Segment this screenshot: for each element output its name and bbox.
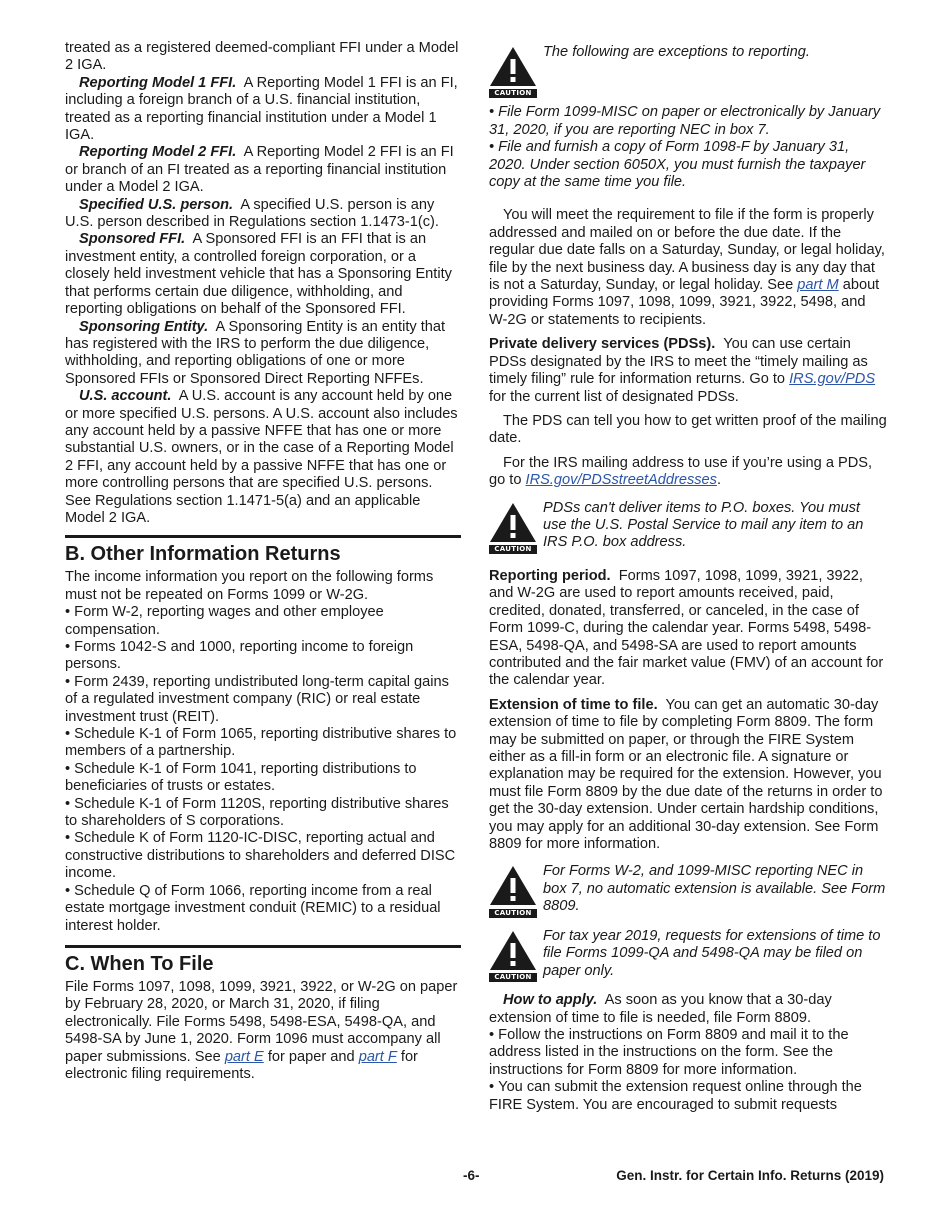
filing-requirement-paragraph xyxy=(489,207,887,329)
section-b-heading: B. Other Information Returns xyxy=(65,543,341,566)
list-item: • File Form 1099-MISC on paper or electronically by January 31, 2020, if you are reporting NEC in box 7. xyxy=(489,104,887,139)
part-m-link[interactable]: part M xyxy=(797,277,839,294)
caution-box xyxy=(489,863,887,917)
section-c-text-part: for paper and xyxy=(267,1048,355,1065)
list-item: • You can submit the extension request online through the FIRE System. You are encouraged to submit requests xyxy=(489,1079,887,1114)
list-item: • Schedule K-1 of Form 1065, reporting distributive shares to members of a partnership. xyxy=(65,726,461,761)
caution-label: CAUTION xyxy=(489,89,537,98)
reporting-period-paragraph xyxy=(489,568,887,690)
caution-icon xyxy=(489,865,537,917)
list-item: • Schedule K-1 of Form 1120S, reporting distributive shares to shareholders of S corporations. xyxy=(65,796,461,831)
section-c-text-part: for electronic filing requirements. xyxy=(65,1048,418,1082)
definition-text: A Reporting Model 1 FFI is an FI, including a foreign branch of a U.S. financial institution, treated as a reporting financial institution under a Model 1 IGA. xyxy=(65,74,458,144)
warning-triangle-icon xyxy=(489,865,537,905)
section-divider xyxy=(65,535,461,538)
paragraph-text: Forms 1097, 1098, 1099, 3921, 3922, and W-2G are used to report amounts received, paid, credited, donated, transferred, or canceled, in the case of Form 1099-C, during the calendar year. Forms 5498, 5498-ESA, 5498-QA, and 5498-SA are used to report amounts contributed and the fair market value (FMV) of an account for the calendar year. xyxy=(489,567,884,689)
caution-box xyxy=(489,44,887,98)
paragraph-text: for the current list of designated PDSs. xyxy=(489,388,739,405)
definition-term: Specified U.S. person. xyxy=(79,196,234,213)
list-item: • Schedule K-1 of Form 1041, reporting distributions to beneficiaries of trusts or estates. xyxy=(65,761,461,796)
warning-triangle-icon xyxy=(489,930,537,970)
intro-paragraph: treated as a registered deemed-compliant FFI under a Model 2 IGA. xyxy=(65,40,459,74)
definition-specified-us-person xyxy=(65,197,461,232)
how-to-apply-paragraph xyxy=(489,992,887,1027)
pds-term: Private delivery services (PDSs). xyxy=(489,336,716,353)
section-c-text xyxy=(65,979,461,1083)
section-c-text-part: File Forms 1097, 1098, 1099, 3921, 3922, or W-2G on paper by February 28, 2020, or March 31, 2020, if filing electronically. File Forms 5498, 5498-ESA, 5498-QA, and 5498-SA by June 1, 2020. Form 1096 must accompany all paper submissions. See xyxy=(65,978,458,1065)
definition-term: Reporting Model 1 FFI. xyxy=(79,74,237,91)
paragraph-text: about providing Forms 1097, 1098, 1099, 3921, 3922, 5498, and W-2G or statements to recipients. xyxy=(489,277,880,328)
list-item: • File and furnish a copy of Form 1098-F by January 31, 2020. Under section 6050X, you must furnish the taxpayer copy at the same time you file. xyxy=(489,139,887,191)
caution-box xyxy=(489,500,887,554)
list-item: • Schedule K of Form 1120-IC-DISC, reporting actual and constructive distributions to shareholders and deferred DISC income. xyxy=(65,830,461,882)
paragraph-text: . xyxy=(716,472,722,489)
irs-pds-link[interactable]: IRS.gov/PDS xyxy=(789,371,876,388)
right-column xyxy=(489,40,887,1114)
paragraph-text: You can use certain PDSs designated by the IRS to meet the “timely mailing as timely filing” rule for information returns. Go to xyxy=(489,336,868,388)
caution-text: For tax year 2019, requests for extensions of time to file Forms 1099-QA and 5498-QA may be filed on paper only. xyxy=(543,927,881,979)
caution-text: PDSs can't deliver items to P.O. boxes. You must use the U.S. Postal Service to mail any item to an IRS P.O. box address. xyxy=(543,499,864,551)
extension-paragraph xyxy=(489,697,887,854)
definition-term: Sponsoring Entity. xyxy=(79,318,209,335)
definition-reporting-model-2-ffi xyxy=(65,144,461,196)
paragraph-text: You can get an automatic 30-day extension of time to file by completing Form 8809. The form may be submitted on paper, or through the FIRE System either as a fill-in form or an electronic file. A signature or explanation may be required for the extension. However, you must file Form 8809 by the due date of the returns in order to get the 30-day extension. Under certain hardship conditions, you may apply for an additional 30-day extension. See Form 8809 for more information. xyxy=(489,696,883,853)
definition-text: A Sponsoring Entity is an entity that has registered with the IRS to perform the due diligence, withholding, and reporting obligations of one or more Sponsored FFIs or Sponsored Direct Reporting NFFEs. xyxy=(65,318,446,387)
definition-term: Sponsored FFI. xyxy=(79,231,186,248)
page-number: -6- xyxy=(463,1168,480,1183)
warning-triangle-icon xyxy=(489,502,537,542)
caution-text: The following are exceptions to reporting. xyxy=(543,44,810,60)
caution-label: CAUTION xyxy=(489,545,537,554)
definition-term: U.S. account. xyxy=(79,388,172,405)
how-to-apply-term: How to apply. xyxy=(503,992,598,1009)
reporting-period-term: Reporting period. xyxy=(489,567,611,584)
definition-sponsored-ffi xyxy=(65,231,461,318)
list-item: • Form 2439, reporting undistributed long-term capital gains of a regulated investment company (RIC) or real estate investment trust (REIT). xyxy=(65,674,461,726)
paragraph-text: You will meet the requirement to file if the form is properly addressed and mailed on or before the due date. If the regular due date falls on a Saturday, Sunday, or legal holiday, file by the next business day. A business day is any day that is not a Saturday, Sunday, or legal holiday. See xyxy=(489,207,885,294)
definition-text: A specified U.S. person is any U.S. person described in Regulations section 1.1473-1(c). xyxy=(65,196,439,231)
pds-proof-paragraph: The PDS can tell you how to get written proof of the mailing date. xyxy=(489,412,887,447)
definition-text: A Sponsored FFI is an FFI that is an investment entity, a controlled foreign corporation, or a closely held investment vehicle that has a Sponsoring Entity that performs certain due diligence, withholding, and reporting obligations on behalf of the Sponsored FFI. xyxy=(65,231,452,318)
list-item: • Forms 1042-S and 1000, reporting income to foreign persons. xyxy=(65,639,461,674)
definition-reporting-model-1-ffi xyxy=(65,75,461,145)
caution-icon xyxy=(489,46,537,98)
pds-address-paragraph xyxy=(489,455,887,490)
section-b-intro: The income information you report on the following forms must not be repeated on Forms 1099 or W-2G. xyxy=(65,569,434,603)
footer-title: Gen. Instr. for Certain Info. Returns (2019) xyxy=(616,1168,884,1183)
caution-text: For Forms W-2, and 1099-MISC reporting NEC in box 7, no automatic extension is available. See Form 8809. xyxy=(543,863,886,915)
pds-paragraph xyxy=(489,336,887,406)
caution-box xyxy=(489,928,887,982)
part-f-link[interactable]: part F xyxy=(358,1048,397,1065)
section-c-heading: C. When To File xyxy=(65,952,214,975)
definition-term: Reporting Model 2 FFI. xyxy=(79,144,237,161)
list-item: • Schedule Q of Form 1066, reporting income from a real estate mortgage investment conduit (REMIC) to a residual interest holder. xyxy=(65,883,461,935)
definition-text: A U.S. account is any account held by one or more specified U.S. persons. A U.S. account also includes any account held by a passive NFFE that has one or more substantial U.S. owners, or in the case of a Reporting Model 2 FFI, any account held by a passive NFFE that has one or more controlling persons that are specified U.S. persons. See Regulations section 1.1471-5(a) and an applicable Model 2 IGA. xyxy=(65,388,458,526)
extension-term: Extension of time to file. xyxy=(489,696,658,713)
pds-street-addresses-link[interactable]: IRS.gov/PDSstreetAddresses xyxy=(525,472,717,489)
warning-triangle-icon xyxy=(489,46,537,86)
left-column xyxy=(65,40,461,1083)
caution-label: CAUTION xyxy=(489,973,537,982)
paragraph-text: For the IRS mailing address to use if you’re using a PDS, go to xyxy=(489,454,873,489)
paragraph-text: As soon as you know that a 30-day extension of time to file is needed, file Form 8809. xyxy=(489,992,832,1026)
list-item: • Form W-2, reporting wages and other employee compensation. xyxy=(65,604,461,639)
definition-us-account xyxy=(65,388,461,527)
section-divider xyxy=(65,945,461,948)
caution-icon xyxy=(489,930,537,982)
list-item: • Follow the instructions on Form 8809 and mail it to the address listed in the instructions on the form. See the instructions for Form 8809 for more information. xyxy=(489,1027,887,1079)
definition-sponsoring-entity xyxy=(65,319,461,389)
caution-label: CAUTION xyxy=(489,909,537,918)
caution-icon xyxy=(489,502,537,554)
definition-text: A Reporting Model 2 FFI is an FI or branch of an FI treated as a reporting financial institution under a Model 2 IGA. xyxy=(65,144,454,196)
part-e-link[interactable]: part E xyxy=(224,1048,264,1065)
